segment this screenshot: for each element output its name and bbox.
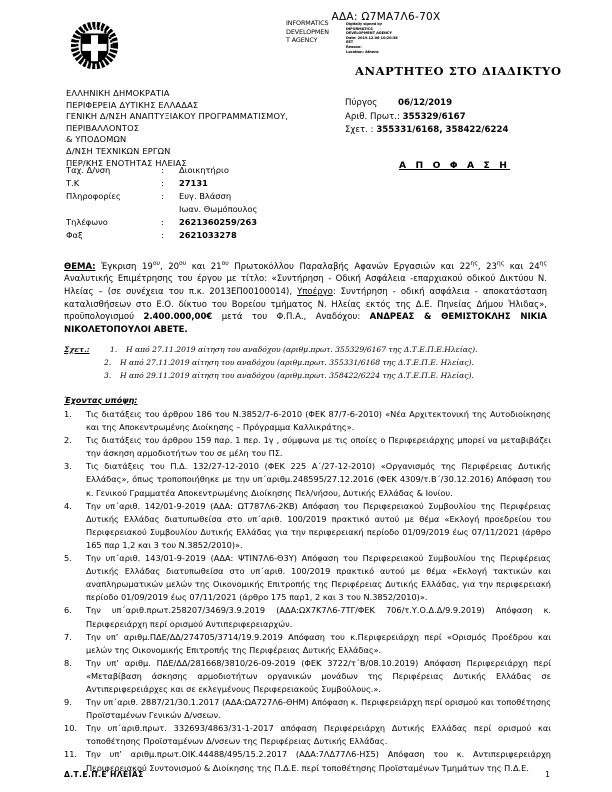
sender-line-6: Δ/ΝΣΗ ΤΕΧΝΙΚΩΝ ΕΡΓΩΝ xyxy=(66,145,171,156)
subject-label: ΘΕΜΑ: xyxy=(64,261,96,272)
legal-item-number: 5. xyxy=(64,553,72,564)
legal-item-text: Την υπ΄αριθ.πρωτ.258207/3469/3.9.2019 (ΑΔΑ:ΩΧ7Κ7Λ6-7ΤΓ/ΦΕΚ 706/τ.Υ.Ο.Δ.Δ/9.9.2019) Απόφαση κ. Περιφερειάρχη περί ορισμού Αντιπεριφερειαρχών. xyxy=(86,605,551,629)
related-item-number: 2. xyxy=(104,358,112,368)
related-item-number: 3. xyxy=(104,371,112,381)
contact-separator: : xyxy=(161,230,164,241)
protocol-label: Αριθ. Πρωτ.: xyxy=(345,111,400,122)
issue-place-date-row xyxy=(345,97,508,111)
ada-code: ΑΔΑ: Ω7ΜΑ7Λ6-70Χ xyxy=(331,11,441,23)
protocol-value: 355329/6167 xyxy=(402,111,466,122)
signature-line-7: Location: Athens xyxy=(346,49,379,54)
legal-basis-list xyxy=(64,408,551,775)
legal-item-text: Τις διατάξεις του Π.Δ. 132/27-12-2010 (ΦΕΚ 225 Α΄/27-12-2010) «Οργανισμός της Περιφέρειας Δυτικής Ελλάδας», όπως τροποποιήθηκε με την υπ΄αριθμ.248595/27.12.2016 (ΦΕΚ 4309/τ.Β΄/30.12.2016) Απόφαση του κ. Γενικού Γραμματέα Αποκεντρωμένης Διοίκησης Πελ/νήσου, Δυτικής Ελλάδας & Ιονίου. xyxy=(86,461,551,498)
legal-basis-item xyxy=(64,408,551,434)
contact-separator: : xyxy=(161,178,164,189)
publication-heading: ΑΝΑΡΤΗΤΕΟ ΣΤΟ ΔΙΑΔΙΚΤΥΟ xyxy=(355,64,562,78)
document-meta-block xyxy=(345,97,508,138)
legal-item-text: Την υπ’ αριθμ.πρωτ.ΟΙΚ.44488/495/15.2.2017 (ΑΔΑ:7ΛΔ77Λ6-ΗΣ5) Απόφαση του κ. Αντιπεριφερειάρχη Περιφερειακού Συντονισμού & Διοίκησης της Π.Δ.Ε. περί τοποθέτησης Προϊσταμένων Τμημάτων της Π.Δ.Ε. xyxy=(86,749,551,773)
contact-label-fax: Φαξ xyxy=(66,230,83,241)
decision-heading: Α Π Ο Φ Α Σ Η xyxy=(399,160,510,171)
legal-item-text: Την υπ’ αριθμ. ΠΔΕ/ΔΔ/281668/3810/26-09-2019 (ΦΕΚ 3722/τ΄Β/08.10.2019) Απόφαση Περιφερειάρχη περί «Μεταβίβαση άσκησης αρμοδιοτήτων οργανικών μονάδων της Περιφέρειας Δυτικής Ελλάδας σε Αντιπεριφερειάρχες και σε εκλεγμένους Περιφερειακούς Συμβούλους.». xyxy=(86,657,551,694)
sender-organisation-block xyxy=(66,88,288,169)
sender-line-2: ΠΕΡΙΦΕΡΕΙΑ ΔΥΤΙΚΗΣ ΕΛΛΑΔΑΣ xyxy=(66,99,199,110)
protocol-row xyxy=(345,111,508,125)
contact-separator xyxy=(161,203,179,216)
related-item-text: Η από 29.11.2019 αίτηση του αναδόχου (αριθμ.πρωτ. 358422/6224 της Δ.Τ.Ε.Π.Ε. Ηλείας). xyxy=(120,371,474,381)
subject-text-3: και 21 xyxy=(186,261,222,272)
subject-ordinal-1: ου xyxy=(152,260,160,267)
contact-row xyxy=(66,177,257,190)
signature-line-2: INFORMATICS xyxy=(346,26,373,31)
related-protocol-label: Σχετ. : xyxy=(345,125,374,136)
related-protocol-value: 355331/6168, 358422/6224 xyxy=(376,125,509,136)
contact-value-fax: 2621033278 xyxy=(179,230,237,241)
legal-item-number: 8. xyxy=(64,657,72,668)
contact-value-postcode: 27131 xyxy=(179,178,208,189)
ida-label-line-1: INFORMATICS xyxy=(286,19,329,27)
legal-basis-item xyxy=(64,552,551,604)
legal-basis-item xyxy=(64,657,551,696)
legal-basis-item xyxy=(64,500,551,552)
issue-city: Πύργος xyxy=(345,98,378,108)
legal-item-number: 6. xyxy=(64,605,72,616)
legal-item-number: 2. xyxy=(64,435,72,446)
legal-item-number: 7. xyxy=(64,631,72,642)
subject-text-2: , 20 xyxy=(159,261,180,272)
related-documents-label: Σχετ.: xyxy=(64,345,90,354)
sender-line-3: ΓΕΝΙΚΗ Δ/ΝΣΗ ΑΝΑΠΤΥΞΙΑΚΟΥ ΠΡΟΓΡΑΜΜΑΤΙΣΜΟΥ, xyxy=(66,111,289,122)
sender-line-7: ΠΕΡ/ΚΗΣ ΕΝΟΤΗΤΑΣ ΗΛΕΙΑΣ xyxy=(66,157,187,168)
contact-value-phone: 2621360259/263 xyxy=(179,217,258,228)
legal-item-text: Την υπ΄αριθ. 143/01-9-2019 (ΑΔΑ: ΨΤΙΝ7Λ6-Θ3Υ) Απόφαση του Περιφερειακού Συμβουλίου της Περιφέρειας Δυτικής Ελλάδας διατυπωθείσα στο υπ΄αριθ. 100/2019 πρακτικό αυτού με θέμα «Εκλογή τακτικών και αναπληρωματικών μελών της Οικονομικής Επιτροπής της Περιφέρειας Δυτικής Ελλάδας, για την περιφερειακή περίοδο 01/09/2019 έως 07/11/2021 (άρθρο 175 παρ1, 2 και 3 του Ν.3852/2010)». xyxy=(86,553,551,603)
legal-item-text: Την υπ’ αριθμ.ΠΔΕ/ΔΔ/274705/3714/19.9.2019 Απόφαση του κ.Περιφερειάρχη περί «Ορισμός Προέδρου και μελών της Οικονομικής Επιτροπής της Περιφέρειας Δυτικής Ελλάδας». xyxy=(86,631,551,655)
contact-separator: : xyxy=(161,191,164,202)
legal-basis-item xyxy=(64,460,551,499)
related-documents-row xyxy=(64,356,534,369)
legal-item-number: 1. xyxy=(64,409,72,419)
subject-contractor-name: ΑΝΔΡΕΑΣ & ΘΕΜΙΣΤΟΚΛΗΣ ΝΙΚΙΑ ΝΙΚΟΛΕΤΟΠΟΥΛΟΙ ΑΒΕΤΕ. xyxy=(64,312,548,335)
legal-item-number: 4. xyxy=(64,500,72,511)
legal-basis-heading: Έχοντας υπόψη: xyxy=(64,396,138,405)
legal-item-text: Την υπ΄αριθ. 142/01-9-2019 (ΑΔΑ: ΩΤ787Λ6-2ΚΒ) Απόφαση του Περιφερειακού Συμβουλίου της Περιφέρειας Δυτικής Ελλάδας διατυπωθείσα στο υπ΄αριθ. 100/2019 πρακτικό αυτού με θέμα «Εκλογή προεδρείου του Περιφερειακού Συμβουλίου Δυτικής Ελλάδας για την περιφερειακή περίοδο 01/09/2019 έως 07/11/2021 (άρθρο 165 παρ 1,2 και 3 του Ν.3852/2010)». xyxy=(86,500,551,550)
legal-basis-item xyxy=(64,434,551,460)
subject-text-8: : Συντήρηση - οδική ασφάλεια - αποκατάσταση καταλισθήσεων στο Ε.Ο. δίκτυο του Βορείου τμήματος Ν. Ηλείας εκτός της Δ.Ε. Πηνείας Δήμου Ήλιδας», προϋπολογισμού xyxy=(64,287,547,323)
subject-ordinal-3: ου xyxy=(221,260,229,267)
legal-basis-item xyxy=(64,696,551,722)
subject-ordinal-4: ης xyxy=(470,260,478,267)
ida-agency-label xyxy=(286,19,346,45)
contact-details-table xyxy=(66,164,257,243)
related-item-text: Η από 27.11.2019 αίτηση του αναδόχου (αριθμ.πρωτ. 355331/6168 της Δ.Τ.Ε.Π.Ε. Ηλείας). xyxy=(120,358,474,368)
contact-separator: : xyxy=(161,217,164,228)
subject-text-6: και 24 xyxy=(504,261,540,272)
related-documents-row xyxy=(64,369,534,382)
legal-item-number: 3. xyxy=(64,461,72,472)
signature-line-6: Reason: xyxy=(346,44,362,49)
legal-basis-item xyxy=(64,631,551,657)
sender-line-4: ΠΕΡΙΒΑΛΛΟΝΤΟΣ xyxy=(66,122,140,133)
subject-text-5: , 23 xyxy=(477,261,497,272)
subject-text-9: μετά του Φ.Π.Α., Αναδόχου: xyxy=(212,312,370,323)
related-documents-list xyxy=(64,343,534,383)
contact-row xyxy=(66,164,257,177)
contact-label-address: Ταχ. Δ/νση xyxy=(66,165,111,175)
contact-row xyxy=(66,229,257,242)
legal-item-text: Τις διατάξεις του άρθρου 186 του Ν.3852/7-6-2010 (ΦΕΚ 87/7-6-2010) «Νέα Αρχιτεκτονική της Αυτοδιοίκησης και της Αποκεντρωμένης Διοίκησης – Πρόγραμμα Καλλικράτης». xyxy=(86,409,551,433)
contact-row xyxy=(66,190,257,203)
legal-basis-item xyxy=(64,604,551,630)
related-item-number: 1. xyxy=(110,345,118,354)
contact-row xyxy=(66,216,257,229)
subject-paragraph xyxy=(64,258,547,336)
subproject-label: Υποέργο xyxy=(297,287,333,298)
contact-label-postcode: Τ.Κ xyxy=(66,178,80,189)
issue-date: 06/12/2019 xyxy=(398,98,453,108)
signature-line-4: Date: 2019.12.06 10:20:38 xyxy=(346,35,398,40)
contact-separator: : xyxy=(161,165,164,175)
legal-item-number: 10. xyxy=(64,723,78,734)
subject-text-1: Έγκριση 19 xyxy=(101,261,153,272)
subject-text-7: Αναλυτικής Επιμέτρησης του έργου με τίτλο: «Συντήρηση - Οδική Ασφάλεια -επαρχιακού οδικού Δικτύου Ν. Ηλείας – (σε συνέχεια του π.κ. 2013ΕΠ00100014), xyxy=(64,274,547,298)
contact-label-phone: Τηλέφωνο xyxy=(66,217,108,228)
ida-label-line-2: DEVELOPMEN xyxy=(286,27,329,36)
legal-item-text: Την υπ΄αριθ. 2887/21/30.1.2017 (ΑΔΑ:ΩΑ727Λ6-ΘΗΜ) Απόφαση κ. Περιφερειάρχη περί ορισμού και τοποθέτησης Προϊσταμένων Γενικών Δ/νσεων. xyxy=(86,697,551,721)
signature-line-3: DEVELOPMENT AGENCY xyxy=(346,31,392,36)
related-documents-row xyxy=(64,343,534,356)
greek-national-emblem-icon xyxy=(71,22,118,69)
subject-budget-amount: 2.400.000,00€ xyxy=(143,312,213,323)
legal-item-number: 11. xyxy=(64,749,78,760)
contact-label-blank xyxy=(66,203,161,216)
contact-value-info-1: Ευγ. Βλάσση xyxy=(179,191,232,202)
sender-line-1: ΕΛΛΗΝΙΚΗ ΔΗΜΟΚΡΑΤΙΑ xyxy=(66,88,170,98)
footer-page-number: 1 xyxy=(545,770,550,779)
legal-basis-item xyxy=(64,722,551,748)
contact-value-address: Διοικητήριο xyxy=(179,165,229,175)
related-protocol-row xyxy=(345,124,508,138)
footer-department-label: Δ.Τ.Ε.Π.Ε ΗΛΕΙΑΣ xyxy=(64,770,144,779)
subject-ordinal-6: ης xyxy=(539,260,547,267)
legal-item-text: Τις διατάξεις του άρθρου 159 παρ. 1 περ. 1γ , σύμφωνα με τις οποίες ο Περιφερειάρχης μπορεί να μεταβιβάζει την άσκηση αρμοδιοτήτων του σε μέλη του ΠΣ. xyxy=(86,435,551,459)
signature-line-1: Digitally signed by xyxy=(346,22,382,26)
legal-item-number: 9. xyxy=(64,697,72,708)
legal-item-text: Την υπ΄αριθ.πρωτ. 332693/4863/31-1-2017 απόφαση Περιφερειάρχη Δυτικής Ελλάδας περί ορισμού και τοποθέτησης Προϊσταμένων Δ/νσεων της Περιφέρειας Δυτικής Ελλάδας. xyxy=(86,723,551,747)
ida-label-line-3: T AGENCY xyxy=(286,36,318,45)
sender-line-5: & ΥΠΟΔΟΜΩΝ xyxy=(66,134,127,145)
signature-line-5: EET xyxy=(346,40,354,45)
digital-signature-details xyxy=(346,22,442,54)
contact-label-info: Πληροφορίες xyxy=(66,191,121,202)
contact-value-info-2: Ιωαν. Θωμόπουλος xyxy=(179,204,258,215)
subject-text-4: Πρωτοκόλλου Παραλαβής Αφανών Εργασιών και 22 xyxy=(228,261,471,272)
subject-ordinal-2: ου xyxy=(179,260,187,267)
related-item-text: Η από 27.11.2019 αίτηση του αναδόχου (αριθμ.πρωτ. 355329/6167 της Δ.Τ.Ε.Π.Ε.Ηλείας). xyxy=(126,345,478,354)
subject-ordinal-5: ης xyxy=(496,260,505,267)
contact-row xyxy=(66,203,257,216)
